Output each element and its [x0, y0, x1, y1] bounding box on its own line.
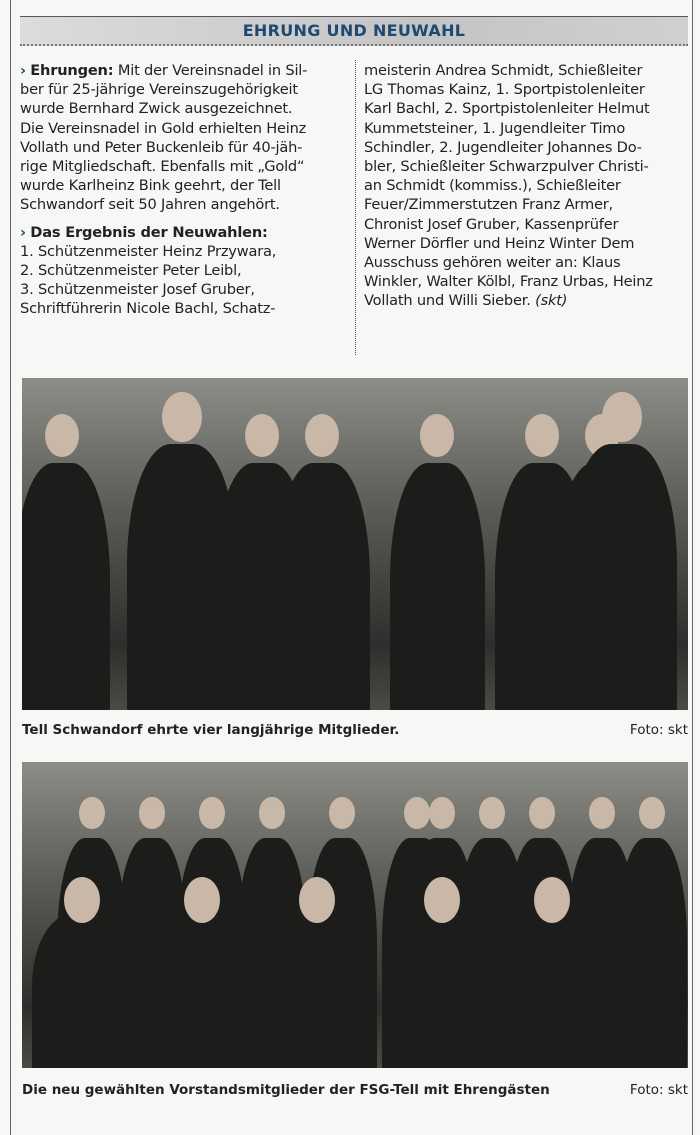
text-line: Kummetsteiner, 1. Jugendleiter Timo — [364, 119, 626, 137]
text-line: Feuer/Zimmerstutzen Franz Armer, — [364, 196, 613, 214]
text-line: an Schmidt (kommiss.), Schießleiter — [364, 177, 621, 195]
text-line: 3. Schützenmeister Josef Gruber, — [20, 281, 255, 299]
text-line: Winkler, Walter Kölbl, Franz Urbas, Heinz — [364, 273, 653, 291]
person-silhouette — [390, 463, 485, 710]
text-line: wurde Bernhard Zwick ausgezeichnet. — [20, 100, 293, 118]
photo-credit: Foto: skt — [629, 722, 688, 738]
person-silhouette — [32, 914, 132, 1068]
person-head — [534, 877, 570, 923]
person-head — [602, 392, 642, 443]
caption-text: Tell Schwandorf ehrte vier langjährige Mitglieder. — [22, 722, 400, 738]
photo-caption-2 — [22, 1082, 688, 1098]
section-label-neuwahlen: Das Ergebnis der Neuwahlen: — [30, 223, 268, 241]
section-title: EHRUNG UND NEUWAHL — [242, 21, 466, 40]
section-header — [20, 16, 688, 46]
text-line: ber für 25-jährige Vereinszugehörigkeit — [20, 81, 298, 99]
text-line: Schwandorf seit 50 Jahren angehört. — [20, 196, 280, 214]
text-line: rige Mitgliedschaft. Ebenfalls mit „Gold“ — [20, 158, 305, 176]
text-line: wurde Karlheinz Bink geehrt, der Tell — [20, 177, 281, 195]
person-head — [479, 797, 504, 829]
text-line: bler, Schießleiter Schwarzpulver Christi- — [364, 158, 649, 176]
person-silhouette — [22, 463, 110, 710]
person-head — [79, 797, 104, 829]
article-column-left — [20, 61, 350, 319]
text-line: Ausschuss gehören weiter an: Klaus — [364, 254, 621, 272]
person-head — [299, 877, 335, 923]
person-silhouette — [502, 914, 602, 1068]
text-line: 1. Schützenmeister Heinz Przywara, — [20, 242, 277, 260]
person-silhouette — [152, 914, 252, 1068]
chevron-right-icon: › — [20, 223, 26, 241]
person-head — [245, 414, 279, 458]
text-line: Werner Dörfler und Heinz Winter Dem — [364, 234, 635, 252]
person-head — [64, 877, 100, 923]
column-rule-right — [692, 0, 693, 1135]
person-head — [139, 797, 164, 829]
photo-board-members — [22, 762, 688, 1068]
text-line: LG Thomas Kainz, 1. Sportpistolenleiter — [364, 81, 645, 99]
text-line: Karl Bachl, 2. Sportpistolenleiter Helmut — [364, 100, 650, 118]
person-head — [184, 877, 220, 923]
person-head — [45, 414, 79, 458]
author-tag: (skt) — [535, 292, 568, 310]
chevron-right-icon: › — [20, 62, 26, 79]
text-line: Chronist Josef Gruber, Kassenprüfer — [364, 215, 619, 233]
person-head — [329, 797, 354, 829]
text-line: Die Vereinsnadel in Gold erhielten Heinz — [20, 119, 307, 137]
column-rule-left — [10, 0, 11, 1135]
person-head — [529, 797, 554, 829]
article-column-right — [364, 61, 692, 311]
photo-caption-1 — [22, 722, 688, 738]
text-line: meisterin Andrea Schmidt, Schießleiter — [364, 62, 643, 79]
person-silhouette — [275, 463, 370, 710]
person-head — [429, 797, 454, 829]
photo-credit: Foto: skt — [629, 1082, 688, 1098]
person-head — [199, 797, 224, 829]
person-head — [424, 877, 460, 923]
text-line: Schriftführerin Nicole Bachl, Schatz- — [20, 300, 276, 318]
person-silhouette — [617, 838, 687, 1068]
section-label-ehrungen: Ehrungen: — [30, 62, 114, 79]
text-line: Vollath und Willi Sieber. — [364, 292, 536, 310]
column-divider — [355, 60, 356, 355]
person-head — [404, 797, 429, 829]
person-head — [162, 392, 202, 443]
caption-text: Die neu gewählten Vorstandsmitglieder der FSG-Tell mit Ehrengästen — [22, 1082, 550, 1098]
text-line: Mit der Vereinsnadel in Sil- — [113, 62, 308, 79]
person-silhouette — [267, 914, 367, 1068]
person-head — [525, 414, 559, 458]
person-head — [639, 797, 664, 829]
person-head — [259, 797, 284, 829]
text-line: Schindler, 2. Jugendleiter Johannes Do- — [364, 138, 642, 156]
person-head — [420, 414, 454, 458]
photo-honorees — [22, 378, 688, 710]
person-silhouette — [127, 444, 237, 710]
text-line: 2. Schützenmeister Peter Leibl, — [20, 262, 242, 280]
person-head — [589, 797, 614, 829]
person-silhouette — [392, 914, 492, 1068]
person-head — [305, 414, 339, 458]
text-line: Vollath und Peter Buckenleib für 40-jäh- — [20, 138, 303, 156]
person-silhouette — [567, 444, 677, 710]
